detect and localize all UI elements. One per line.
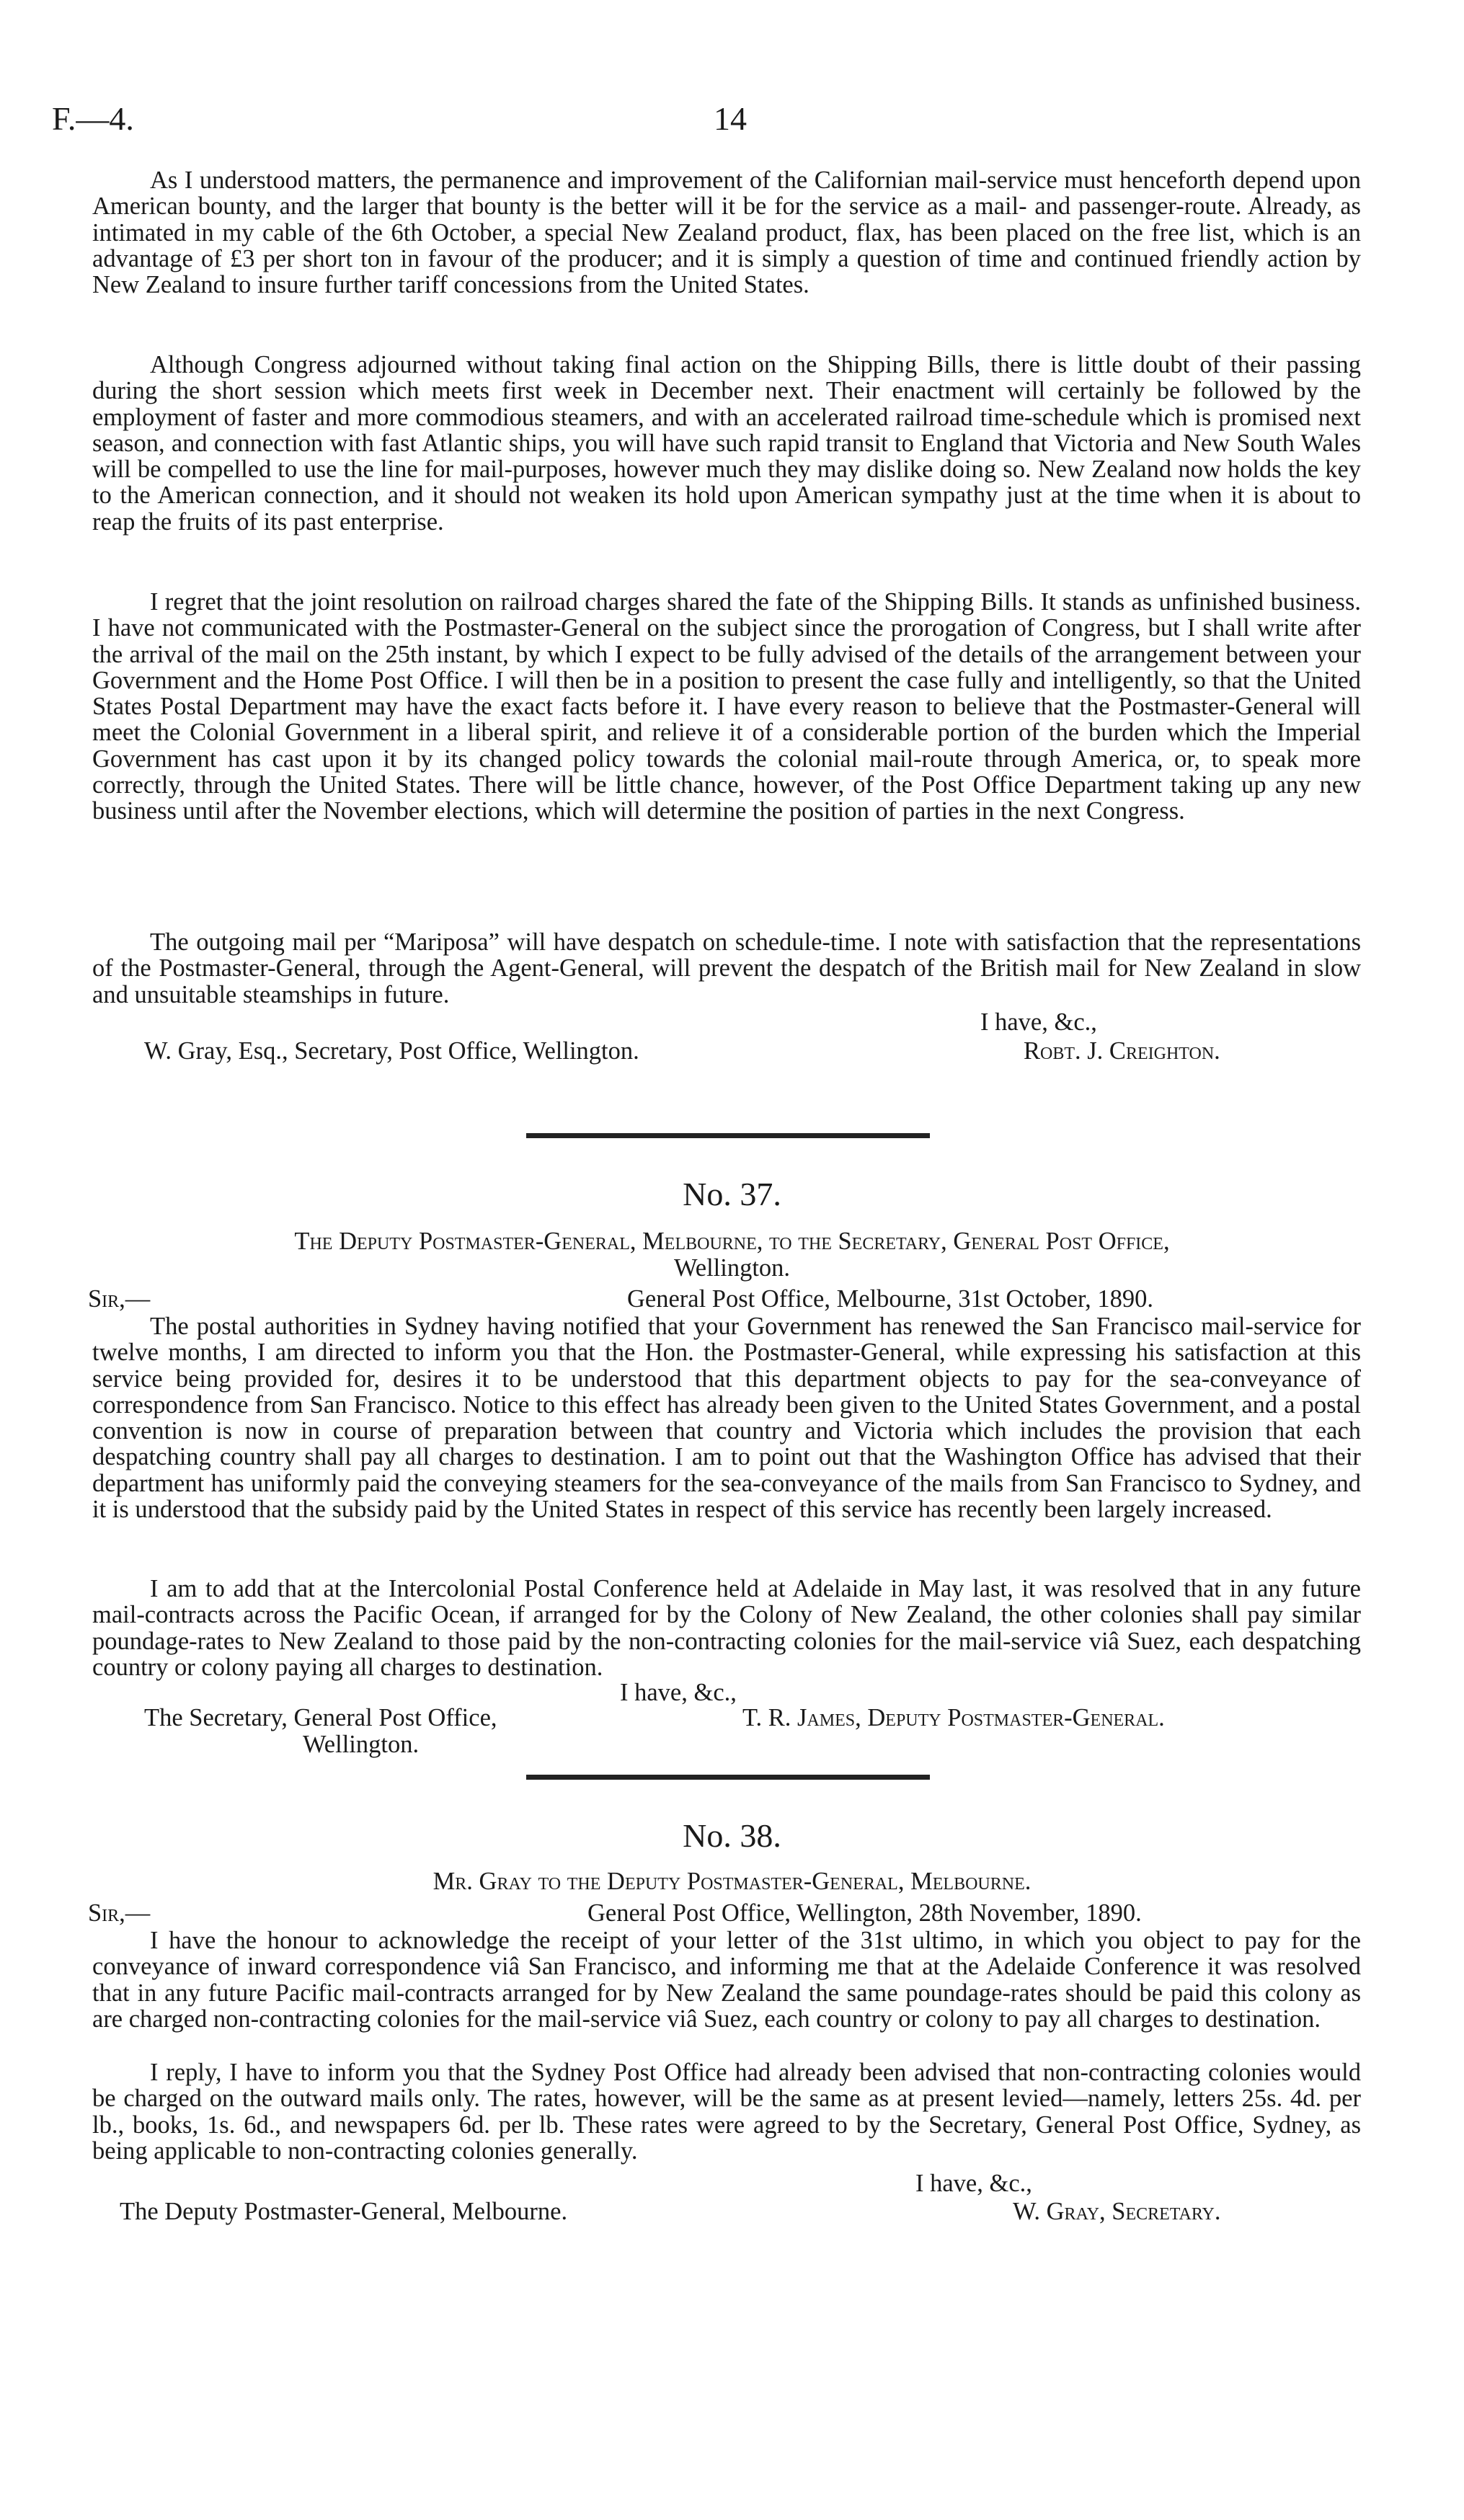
letter38-number: No. 38.: [683, 1817, 781, 1854]
letter37-title-line2: Wellington.: [673, 1254, 791, 1282]
letter37-paragraph-2: I am to add that at the Intercolonial Postal Conference held at Adelaide in May last, it was resolved that in any future mail-contracts across the Pacific Ocean, if arranged for by the Colony of New Zealand, the other colonies shall pay similar poundage-rates to New Zealand to those paid by the non-contracting colonies for the mail-service viâ Suez, each despatching country or colony paying all charges to destination.: [92, 1575, 1361, 1681]
letter38-dateline: General Post Office, Wellington, 28th November, 1890.: [587, 1899, 1142, 1927]
document-reference: F.—4.: [52, 100, 134, 137]
letter36-signature: Robt. J. Creighton.: [1024, 1037, 1220, 1065]
letter36-closing: I have, &c.,: [980, 1008, 1097, 1036]
section-divider: [526, 1133, 930, 1138]
letter37-salutation: Sir,—: [88, 1285, 151, 1313]
letter37-recipient-line2: Wellington.: [303, 1731, 420, 1758]
letter38-signature: W. Gray, Secretary.: [1013, 2198, 1221, 2225]
letter36-paragraph-4: The outgoing mail per “Mariposa” will have despatch on schedule-time. I note with satisfaction that the representations of the Postmaster-General, through the Agent-General, will prevent the despatch of the British mail for New Zealand in slow and unsuitable steamships in future.: [92, 928, 1361, 1008]
section-divider: [526, 1775, 930, 1780]
letter36-recipient: W. Gray, Esq., Secretary, Post Office, Wellington.: [144, 1037, 639, 1065]
letter36-paragraph-1: As I understood matters, the permanence and improvement of the Californian mail-service must henceforth depend upon American bounty, and the larger that bounty is the better will it be for the service as a mail- and passenger-route. Already, as intimated in my cable of the 6th October, a special New Zealand product, flax, has been placed on the free list, which is an advantage of £3 per short ton in favour of the producer; and it is simply a question of time and continued friendly action by New Zealand to insure further tariff concessions from the United States.: [92, 167, 1361, 299]
letter37-closing: I have, &c.,: [620, 1679, 737, 1706]
letter38-title-line1: Mr. Gray to the Deputy Postmaster-General, Melbourne.: [432, 1868, 1032, 1895]
letter38-salutation: Sir,—: [88, 1899, 151, 1927]
letter38-paragraph-1: I have the honour to acknowledge the receipt of your letter of the 31st ultimo, in which you object to pay for the conveyance of inward correspondence viâ San Francisco, and informing me that at the Adelaide Conference it was resolved that in any future Pacific mail-contracts arranged for by New Zealand the same poundage-rates should be paid this colony as are charged non-contracting colonies for the mail-service viâ Suez, each country or colony to pay all charges to destination.: [92, 1927, 1361, 2033]
letter36-paragraph-2: Although Congress adjourned without taking final action on the Shipping Bills, there is little doubt of their passing during the short session which meets first week in December next. Their enactment will certainly be followed by the employment of faster and more commodious steamers, and with an accelerated railroad time-schedule which is promised next season, and connection with fast Atlantic ships, you will have such rapid transit to England that Victoria and New South Wales will be compelled to use the line for mail-purposes, however much they may dislike doing so. New Zealand now holds the key to the American connection, and it should not weaken its hold upon American sympathy just at the time when it is about to reap the fruits of its past enterprise.: [92, 351, 1361, 536]
letter37-number: No. 37.: [683, 1176, 781, 1212]
letter37-paragraph-1: The postal authorities in Sydney having notified that your Government has renewed the San Francisco mail-service for twelve months, I am directed to inform you that the Hon. the Postmaster-General, while expressing his satisfaction at this service being provided for, desires it to be understood that this department objects to pay for the sea-conveyance of correspondence from San Francisco. Notice to this effect has already been given to the United States Government, and a postal convention is now in course of preparation between that country and Victoria which includes the provision that each despatching country shall pay all charges to destination. I am to point out that the Washington Office has advised that their department has uniformly paid the conveying steamers for the sea-conveyance of the mails from San Francisco to Sydney, and it is understood that the subsidy paid by the United States in respect of this service has recently been largely increased.: [92, 1313, 1361, 1524]
letter38-closing: I have, &c.,: [915, 2170, 1032, 2197]
letter37-signature: T. R. James, Deputy Postmaster-General.: [742, 1704, 1165, 1731]
letter37-recipient-line1: The Secretary, General Post Office,: [144, 1704, 497, 1731]
letter37-title-line1: The Deputy Postmaster-General, Melbourne, to the Secretary, General Post Office,: [294, 1228, 1170, 1255]
letter36-paragraph-3: I regret that the joint resolution on railroad charges shared the fate of the Shipping Bills. It stands as unfinished business. I have not communicated with the Postmaster-General on the subject since the prorogation of Congress, but I shall write after the arrival of the mail on the 25th instant, by which I expect to be fully advised of the details of the arrangement between your Government and the Home Post Office. I will then be in a position to present the case fully and intelligently, so that the United States Postal Department may have the exact facts before it. I have every reason to believe that the Postmaster-General will meet the Colonial Government in a liberal spirit, and relieve it of a considerable portion of the burden which the Imperial Government has cast upon it by its changed policy towards the colonial mail-route through America, or, to speak more correctly, through the United States. There will be little chance, however, of the Post Office Department taking up any new business until after the November elections, which will determine the position of parties in the next Congress.: [92, 588, 1361, 825]
letter38-paragraph-2: I reply, I have to inform you that the Sydney Post Office had already been advised that non-contracting colonies would be charged on the outward mails only. The rates, however, will be the same as at present levied—namely, letters 25s. 4d. per lb., books, 1s. 6d., and newspapers 6d. per lb. These rates were agreed to by the Secretary, General Post Office, Sydney, as being applicable to non-contracting colonies generally.: [92, 2059, 1361, 2165]
letter38-recipient: The Deputy Postmaster-General, Melbourne.: [120, 2198, 568, 2225]
page-number: 14: [714, 100, 747, 137]
letter37-dateline: General Post Office, Melbourne, 31st October, 1890.: [627, 1285, 1153, 1313]
